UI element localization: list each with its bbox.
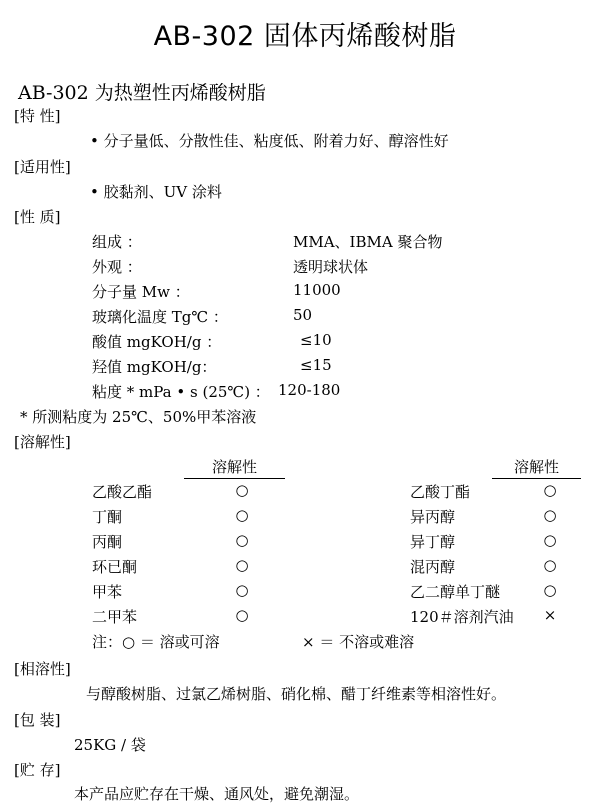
solvent-name: 丁酮 bbox=[92, 508, 123, 526]
soluble-mark: ○ bbox=[543, 506, 557, 524]
soluble-mark: ○ bbox=[235, 481, 249, 499]
solvent-name: 甲苯 bbox=[92, 583, 123, 601]
solvent-name: 乙二醇单丁醚 bbox=[410, 583, 501, 601]
compatibility-text: 与醇酸树脂、过氯乙烯树脂、硝化棉、醋丁纤维素等相溶性好。 bbox=[86, 685, 507, 703]
solubility-header-right: 溶解性 bbox=[492, 456, 581, 479]
characteristics-text: • 分子量低、分散性佳、粘度低、附着力好、醇溶性好 bbox=[90, 132, 449, 150]
page-title: AB-302 固体丙烯酸树脂 bbox=[153, 21, 457, 52]
solvent-name: 乙酸丁酯 bbox=[410, 483, 471, 501]
soluble-mark: ○ bbox=[235, 506, 249, 524]
legend-insoluble: × ＝ 不溶或难溶 bbox=[302, 633, 415, 651]
product-subtitle: AB-302 为热塑性丙烯酸树脂 bbox=[18, 82, 266, 104]
section-label-compatibility: [相溶性] bbox=[14, 660, 71, 678]
property-name: 酸值 mgKOH/g ： bbox=[92, 333, 222, 351]
section-label-storage: [贮 存] bbox=[14, 761, 61, 779]
property-name: 粘度 * mPa • s (25℃) ： bbox=[92, 383, 270, 401]
property-name: 组成 ： bbox=[92, 233, 142, 251]
soluble-mark: ○ bbox=[543, 481, 557, 499]
viscosity-note: * 所测粘度为 25℃、50%甲苯溶液 bbox=[20, 408, 257, 426]
solvent-name: 异丁醇 bbox=[410, 533, 456, 551]
solvent-name: 混丙醇 bbox=[410, 558, 456, 576]
solvent-name: 乙酸乙酯 bbox=[92, 483, 153, 501]
property-value: 11000 bbox=[293, 281, 341, 299]
solvent-name: 丙酮 bbox=[92, 533, 123, 551]
property-name: 外观 ： bbox=[92, 258, 142, 276]
section-label-packaging: [包 装] bbox=[14, 711, 61, 729]
property-name: 羟值 mgKOH/g： bbox=[92, 358, 217, 376]
solubility-header-left: 溶解性 bbox=[184, 456, 285, 479]
property-name: 玻璃化温度 Tg℃ ： bbox=[92, 308, 228, 326]
applicability-text: • 胶黏剂、UV 涂料 bbox=[90, 183, 222, 201]
property-value: MMA、IBMA 聚合物 bbox=[293, 233, 443, 251]
packaging-text: 25KG / 袋 bbox=[74, 736, 146, 754]
solvent-name: 环已酮 bbox=[92, 558, 138, 576]
soluble-mark: ○ bbox=[235, 531, 249, 549]
soluble-mark: ○ bbox=[235, 581, 249, 599]
section-label-solubility: [溶解性] bbox=[14, 433, 71, 451]
insoluble-mark: × bbox=[543, 606, 557, 624]
solvent-name: 120＃溶剂汽油 bbox=[410, 608, 514, 626]
property-value: 50 bbox=[293, 306, 313, 324]
property-name: 分子量 Mw ： bbox=[92, 283, 190, 301]
section-label-properties: [性 质] bbox=[14, 208, 61, 226]
property-value: ≤15 bbox=[300, 356, 332, 374]
legend-soluble: 注：○ ＝ 溶或可溶 bbox=[92, 633, 220, 651]
soluble-mark: ○ bbox=[235, 606, 249, 624]
section-label-applicability: [适用性] bbox=[14, 158, 71, 176]
soluble-mark: ○ bbox=[543, 556, 557, 574]
soluble-mark: ○ bbox=[543, 581, 557, 599]
soluble-mark: ○ bbox=[543, 531, 557, 549]
property-value: 120-180 bbox=[278, 381, 341, 399]
section-label-characteristics: [特 性] bbox=[14, 107, 61, 125]
property-value: ≤10 bbox=[300, 331, 332, 349]
storage-text: 本产品应贮存在干燥、通风处，避免潮湿。 bbox=[74, 785, 360, 803]
property-value: 透明球状体 bbox=[293, 258, 369, 276]
soluble-mark: ○ bbox=[235, 556, 249, 574]
solvent-name: 异丙醇 bbox=[410, 508, 456, 526]
solvent-name: 二甲苯 bbox=[92, 608, 138, 626]
